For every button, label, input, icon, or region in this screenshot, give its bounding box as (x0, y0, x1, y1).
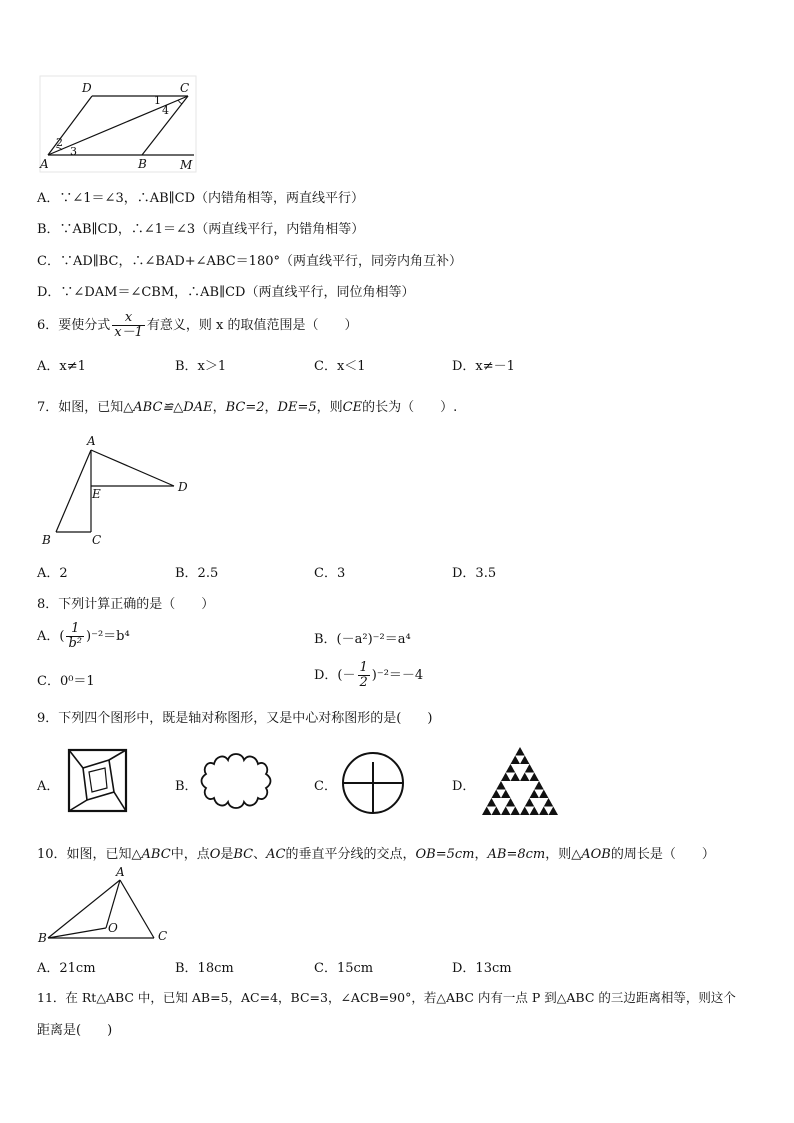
q9-option-b-figure[interactable] (198, 746, 274, 814)
q10-stem-k: ， (474, 847, 488, 862)
q5-angle-4: 4 (162, 104, 169, 117)
q8-option-d-suffix: )⁻²＝－4 (371, 668, 424, 683)
q7-label-b: B (42, 533, 51, 547)
q8-option-a-prefix: A．( (37, 629, 65, 644)
q8-option-d-denominator: 2 (359, 675, 368, 690)
q9-option-a-label[interactable]: A． (37, 779, 60, 794)
q5-option-d[interactable]: D．∵∠DAM＝∠CBM，∴AB∥CD（两直线平行，同位角相等） (37, 285, 415, 300)
q6-fraction (112, 311, 145, 340)
q10-stem-b: ABC (141, 847, 171, 862)
q8-option-b[interactable]: B．(－a²)⁻²＝a⁴ (314, 632, 411, 647)
q11-stem-line2: 距离是( ) (37, 1023, 113, 1038)
q10-label-a: A (116, 865, 125, 879)
q10-stem-j: OB=5cm (415, 847, 475, 862)
q5-label-d: D (82, 81, 92, 95)
q10-option-d[interactable]: D．13cm (452, 961, 512, 976)
q8-option-a-denominator: b² (68, 636, 83, 651)
q5-option-b[interactable]: B．∵AB∥CD，∴∠1＝∠3（两直线平行，内错角相等） (37, 222, 365, 237)
q7-option-a[interactable]: A．2 (37, 566, 68, 581)
q5-option-c[interactable]: C．∵AD∥BC，∴∠BAD+∠ABC＝180°（两直线平行，同旁内角互补） (37, 254, 462, 269)
q5-label-b: B (138, 157, 147, 171)
q10-option-c[interactable]: C．15cm (314, 961, 374, 976)
q7-label-e: E (92, 487, 101, 501)
q10-label-o: O (108, 921, 118, 935)
q8-option-d-fraction (358, 661, 370, 690)
q9-option-a-figure[interactable] (67, 748, 129, 813)
q7-stem-i: 的长为（ ）. (362, 400, 458, 415)
q8-option-a[interactable] (37, 622, 130, 651)
q6-stem-prefix: 6．要使分式 (37, 318, 111, 333)
q10-stem-m: ，则△ (545, 847, 582, 862)
q7-triangles-figure (36, 432, 196, 550)
q10-stem-f: BC (233, 847, 254, 862)
q10-label-c: C (158, 929, 168, 943)
q7-stem-h: CE (342, 400, 363, 415)
q6-option-d[interactable]: D．x≠－1 (452, 359, 515, 374)
q5-option-a[interactable]: A．∵∠1＝∠3，∴AB∥CD（内错角相等，两直线平行） (37, 191, 365, 206)
q9-option-d-figure[interactable] (480, 745, 560, 817)
q10-label-b: B (38, 931, 47, 945)
q10-stem-o: 的周长是（ ） (610, 847, 715, 862)
q7-stem-c: ， (212, 400, 226, 415)
q7-stem (37, 396, 457, 415)
q7-option-c[interactable]: C．3 (314, 566, 346, 581)
q10-stem-d: O (209, 847, 221, 862)
q10-stem-a: 10．如图，已知△ (37, 847, 142, 862)
q8-option-d[interactable] (314, 661, 423, 690)
q5-label-c: C (180, 81, 190, 95)
q7-option-d[interactable]: D．3.5 (452, 566, 497, 581)
q8-stem: 8．下列计算正确的是（ ） (37, 597, 215, 612)
q10-stem-g: 、 (253, 847, 267, 862)
q7-stem-g: ，则 (316, 400, 343, 415)
q10-triangle-figure (36, 866, 176, 946)
q7-label-d: D (178, 480, 188, 494)
q7-label-c: C (92, 533, 102, 547)
q7-stem-b: △ABC≌△DAE (123, 400, 213, 415)
q5-angle-2: 2 (56, 136, 63, 149)
q8-option-d-prefix: D．(－ (314, 668, 356, 683)
q6-option-a[interactable]: A．x≠1 (37, 359, 86, 374)
q6-stem-suffix: 有意义，则 x 的取值范围是（ ） (146, 318, 358, 333)
q10-option-a[interactable]: A．21cm (37, 961, 96, 976)
q6-fraction-numerator: x (124, 310, 133, 325)
q9-option-d-label[interactable]: D． (452, 779, 476, 794)
q7-option-b[interactable]: B．2.5 (175, 566, 219, 581)
q9-option-c-label[interactable]: C． (314, 779, 337, 794)
q8-option-a-numerator: 1 (71, 621, 80, 636)
q8-option-a-suffix: )⁻²＝b⁴ (86, 629, 130, 644)
q6-option-c[interactable]: C．x＜1 (314, 359, 366, 374)
q8-option-a-fraction (66, 622, 84, 651)
q10-stem-l: AB=8cm (487, 847, 546, 862)
q10-stem-n: AOB (581, 847, 611, 862)
q10-stem (37, 843, 715, 862)
q5-label-a: A (40, 157, 49, 171)
q7-stem-a: 7．如图，已知 (37, 400, 124, 415)
q5-angle-1: 1 (154, 94, 161, 107)
q10-stem-h: AC (266, 847, 286, 862)
q9-stem: 9．下列四个图形中，既是轴对称图形，又是中心对称图形的是( ) (37, 711, 433, 726)
q6-fraction-denominator: x－1 (114, 325, 143, 340)
q11-stem-line1: 11．在 Rt△ABC 中，已知 AB=5，AC=4，BC=3，∠ACB=90°，若△ABC 内有一点 P 到△ABC 的三边距离相等，则这个 (37, 990, 736, 1005)
q6-stem (37, 311, 358, 340)
q7-label-a: A (87, 434, 96, 448)
q5-angle-3: 3 (70, 145, 77, 158)
q7-stem-f: DE=5 (277, 400, 317, 415)
q10-stem-e: 是 (220, 847, 234, 862)
q8-option-c[interactable]: C．0⁰＝1 (37, 674, 95, 689)
q6-option-b[interactable]: B．x＞1 (175, 359, 227, 374)
q7-stem-e: ， (264, 400, 278, 415)
q10-option-b[interactable]: B．18cm (175, 961, 234, 976)
q8-option-d-numerator: 1 (359, 660, 368, 675)
q7-stem-d: BC=2 (225, 400, 265, 415)
q9-option-b-label[interactable]: B． (175, 779, 198, 794)
q9-option-c-figure[interactable] (340, 750, 406, 816)
q5-label-m: M (180, 158, 193, 172)
q5-parallelogram-figure (36, 76, 201, 176)
q10-stem-c: 中，点 (170, 847, 210, 862)
q10-stem-i: 的垂直平分线的交点， (285, 847, 416, 862)
